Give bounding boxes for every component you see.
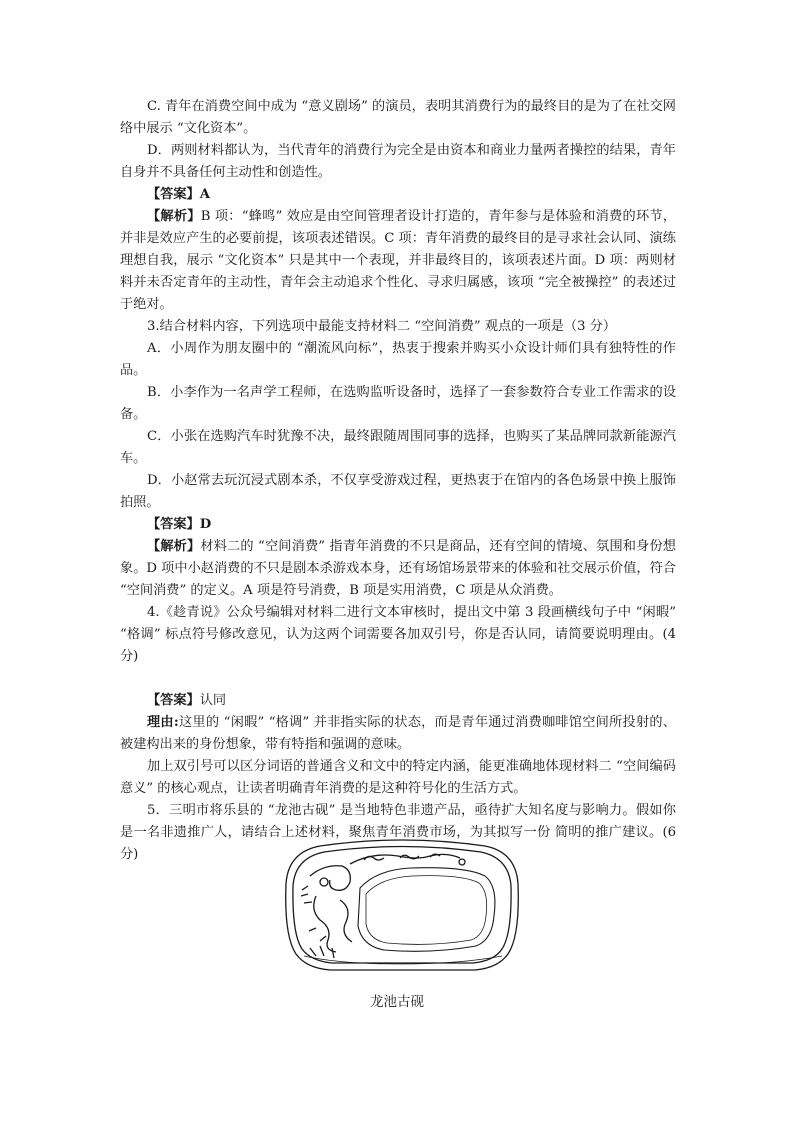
q3-answer — [120, 514, 676, 536]
answer-value: A — [199, 187, 210, 202]
analysis-label: 【解析】 — [147, 539, 201, 554]
document-body — [120, 96, 676, 866]
reason-label: 理由: — [147, 715, 179, 730]
q3-analysis — [120, 536, 676, 602]
answer-label: 【答案】 — [147, 517, 200, 532]
answer-value: D — [199, 517, 212, 532]
q5-question: 5．三明市将乐县的 “龙池古砚” 是当地特色非遗产品，亟待扩大知名度与影响力。假如你是一名非遗推广人，请结合上述材料，聚焦青年消费市场，为其拟写一份 简明的推广建议。(6 分) — [120, 803, 676, 862]
figure-caption: 龙池古砚 — [370, 994, 424, 1010]
q3-option-d: D．小赵常去玩沉浸式剧本杀，不仅享受游戏过程，更热衷于在馆内的各色场景中换上服饰拍照。 — [120, 473, 676, 510]
q2-option-c: C. 青年在消费空间中成为 “意义剧场” 的演员，表明其消费行为的最终目的是为了在社交网络中展示 “文化资本”。 — [120, 99, 676, 136]
q3-question: 3.结合材料内容，下列选项中最能支持材料二 “空间消费” 观点的一项是（3 分） — [147, 319, 617, 334]
answer-label: 【答案】 — [147, 693, 200, 708]
q4-reason-2: 加上双引号可以区分词语的普通含义和文中的特定内涵，能更准确地体现材料二 “空间编码意义” 的核心观点，让读者明确青年消费的是这种符号化的生活方式。 — [120, 759, 676, 796]
q3-option-a: A．小周作为朋友圈中的 “潮流风向标”，热衷于搜索并购买小众设计师们具有独特性的作品。 — [120, 341, 676, 378]
q4-answer — [120, 690, 676, 712]
q2-option-d: D．两则材料都认为，当代青年的消费行为完全是由资本和商业力量两者操控的结果，青年自身并不具备任何主动性和创造性。 — [120, 143, 676, 180]
reason-text: 这里的 “闲暇” “格调” 并非指实际的状态，而是青年通过消费咖啡馆空间所投射的、被建构出来的身份想象，带有特指和强调的意味。 — [120, 715, 676, 752]
answer-value: 认同 — [199, 693, 227, 708]
q3-option-b: B．小李作为一名声学工程师，在选购监听设备时，选择了一套参数符合专业工作需求的设备。 — [120, 385, 676, 422]
spacer — [120, 668, 676, 690]
q4-reason — [120, 712, 676, 756]
analysis-text: B 项：“蜂鸣” 效应是由空间管理者设计打造的，青年参与是体验和消费的环节，并非是效应产生的必要前提，该项表述错误。C 项：青年消费的最终目的是寻求社会认同、演练理想自我，展示 “文化资本” 只是其中一个表现，并非最终目的，该项表述片面。D 项：两则材料并未否定青年的主动性，青年会主动追求个性化、寻求归属感，该项 “完全被操控” 的表述过于绝对。 — [120, 209, 677, 312]
q4-question: 4.《趁青说》公众号编辑对材料二进行文本审核时，提出文中第 3 段画横线句子中 “闲暇” “格调” 标点符号修改意见，认为这两个词需要各加双引号，你是否认同，请简要说明理由。(4 分) — [120, 605, 676, 664]
inkstone-illustration — [280, 836, 525, 976]
q2-answer — [120, 184, 676, 206]
q3-option-c: C．小张在选购汽车时犹豫不决，最终跟随周围同事的选择，也购买了某品牌同款新能源汽车。 — [120, 429, 676, 466]
analysis-label: 【解析】 — [147, 209, 201, 224]
analysis-text: 材料二的 “空间消费” 指青年消费的不只是商品，还有空间的情境、氛围和身份想象。D 项中小赵消费的不只是剧本杀游戏本身，还有场馆场景带来的体验和社交展示价值，符合 “空间消费” 的定义。A 项是符号消费，B 项是实用消费，C 项是从众消费。 — [120, 539, 676, 598]
q2-analysis — [120, 206, 676, 316]
answer-label: 【答案】 — [147, 187, 200, 202]
